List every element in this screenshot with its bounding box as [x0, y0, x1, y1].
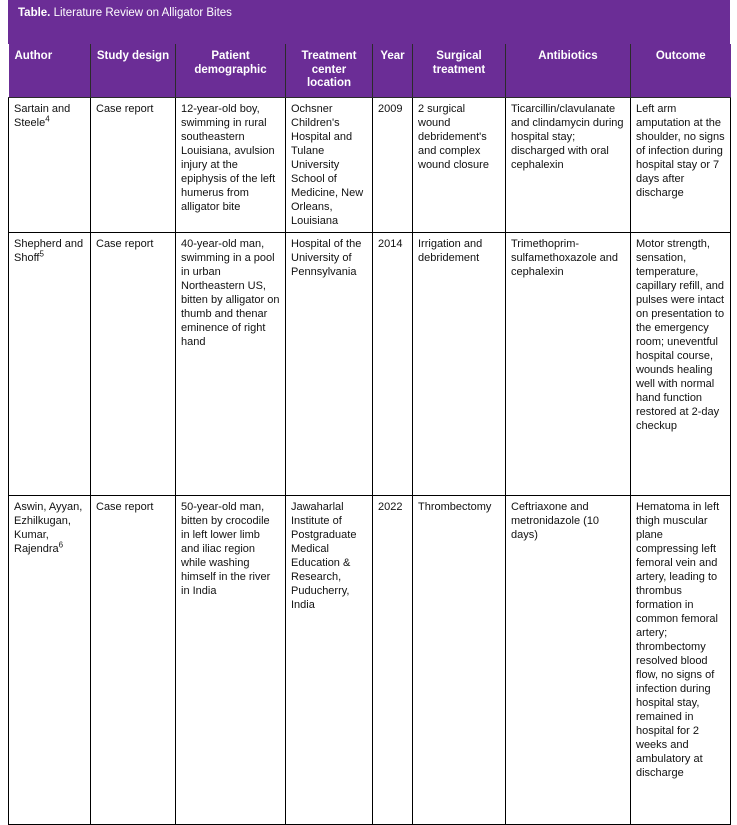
column-header-surgical-treatment: Surgical treatment — [413, 44, 506, 97]
literature-review-table — [8, 44, 731, 825]
cell-surgical-treatment: Thrombectomy — [413, 495, 506, 824]
table-row — [9, 97, 731, 232]
cell-author-reference: 6 — [58, 539, 64, 549]
cell-author — [9, 97, 91, 232]
column-header-patient-demographic: Patient demographic — [176, 44, 286, 97]
cell-treatment-center-location: Hospital of the University of Pennsylvania — [286, 232, 373, 495]
table-label: Table. — [18, 7, 51, 19]
column-header-author: Author — [9, 44, 91, 97]
cell-author-reference: 4 — [45, 113, 50, 123]
cell-study-design: Case report — [91, 232, 176, 495]
cell-author-reference: 5 — [39, 248, 44, 258]
cell-patient-demographic: 50-year-old man, bitten by crocodile in left lower limb and iliac region while washing himself in the river in India — [176, 495, 286, 824]
cell-author-text: Aswin, Ayyan, Ezhilkugan, Kumar, Rajendra — [14, 500, 83, 555]
cell-study-design: Case report — [91, 97, 176, 232]
column-header-study-design: Study design — [91, 44, 176, 97]
cell-author — [9, 495, 91, 824]
cell-antibiotics: Ceftriaxone and metronidazole (10 days) — [506, 495, 631, 824]
cell-surgical-treatment: Irrigation and debridement — [413, 232, 506, 495]
cell-treatment-center-location: Ochsner Children's Hospital and Tulane University School of Medicine, New Orleans, Louisiana — [286, 97, 373, 232]
table-header-row — [9, 44, 731, 97]
cell-year: 2022 — [373, 495, 413, 824]
column-header-outcome: Outcome — [631, 44, 731, 97]
cell-outcome: Motor strength, sensation, temperature, capillary refill, and pulses were intact on presentation to the emergency room; uneventful hospital course, wounds healing well with normal hand function restored at 2-day checkup — [631, 232, 731, 495]
cell-author-text: Sartain and Steele — [14, 102, 71, 129]
column-header-antibiotics: Antibiotics — [506, 44, 631, 97]
cell-patient-demographic: 40-year-old man, swimming in a pool in urban Northeastern US, bitten by alligator on thumb and thenar eminence of right hand — [176, 232, 286, 495]
cell-year: 2014 — [373, 232, 413, 495]
cell-patient-demographic: 12-year-old boy, swimming in rural southeastern Louisiana, avulsion injury at the epiphysis of the left humerus from alligator bite — [176, 97, 286, 232]
cell-treatment-center-location: Jawaharlal Institute of Postgraduate Medical Education & Research, Puducherry, India — [286, 495, 373, 824]
table-title: Literature Review on Alligator Bites — [50, 7, 232, 19]
table-row — [9, 495, 731, 824]
cell-surgical-treatment: 2 surgical wound debridement's and complex wound closure — [413, 97, 506, 232]
cell-antibiotics: Trimethoprim-sulfamethoxazole and cephalexin — [506, 232, 631, 495]
cell-antibiotics: Ticarcillin/clavulanate and clindamycin during hospital stay; discharged with oral cephalexin — [506, 97, 631, 232]
cell-author-text: Shepherd and Shoff — [14, 237, 84, 264]
cell-outcome: Left arm amputation at the shoulder, no signs of infection during hospital stay or 7 days after discharge — [631, 97, 731, 232]
cell-study-design: Case report — [91, 495, 176, 824]
table-row — [9, 232, 731, 495]
cell-author — [9, 232, 91, 495]
cell-year: 2009 — [373, 97, 413, 232]
column-header-year: Year — [373, 44, 413, 97]
column-header-treatment-center-location: Treatment center location — [286, 44, 373, 97]
cell-outcome: Hematoma in left thigh muscular plane compressing left femoral vein and artery, leading to thrombus formation in common femoral artery; thrombectomy resolved blood flow, no signs of infection during hospital stay, remained in hospital for 2 weeks and ambulatory at discharge — [631, 495, 731, 824]
table-title-bar — [8, 0, 730, 44]
